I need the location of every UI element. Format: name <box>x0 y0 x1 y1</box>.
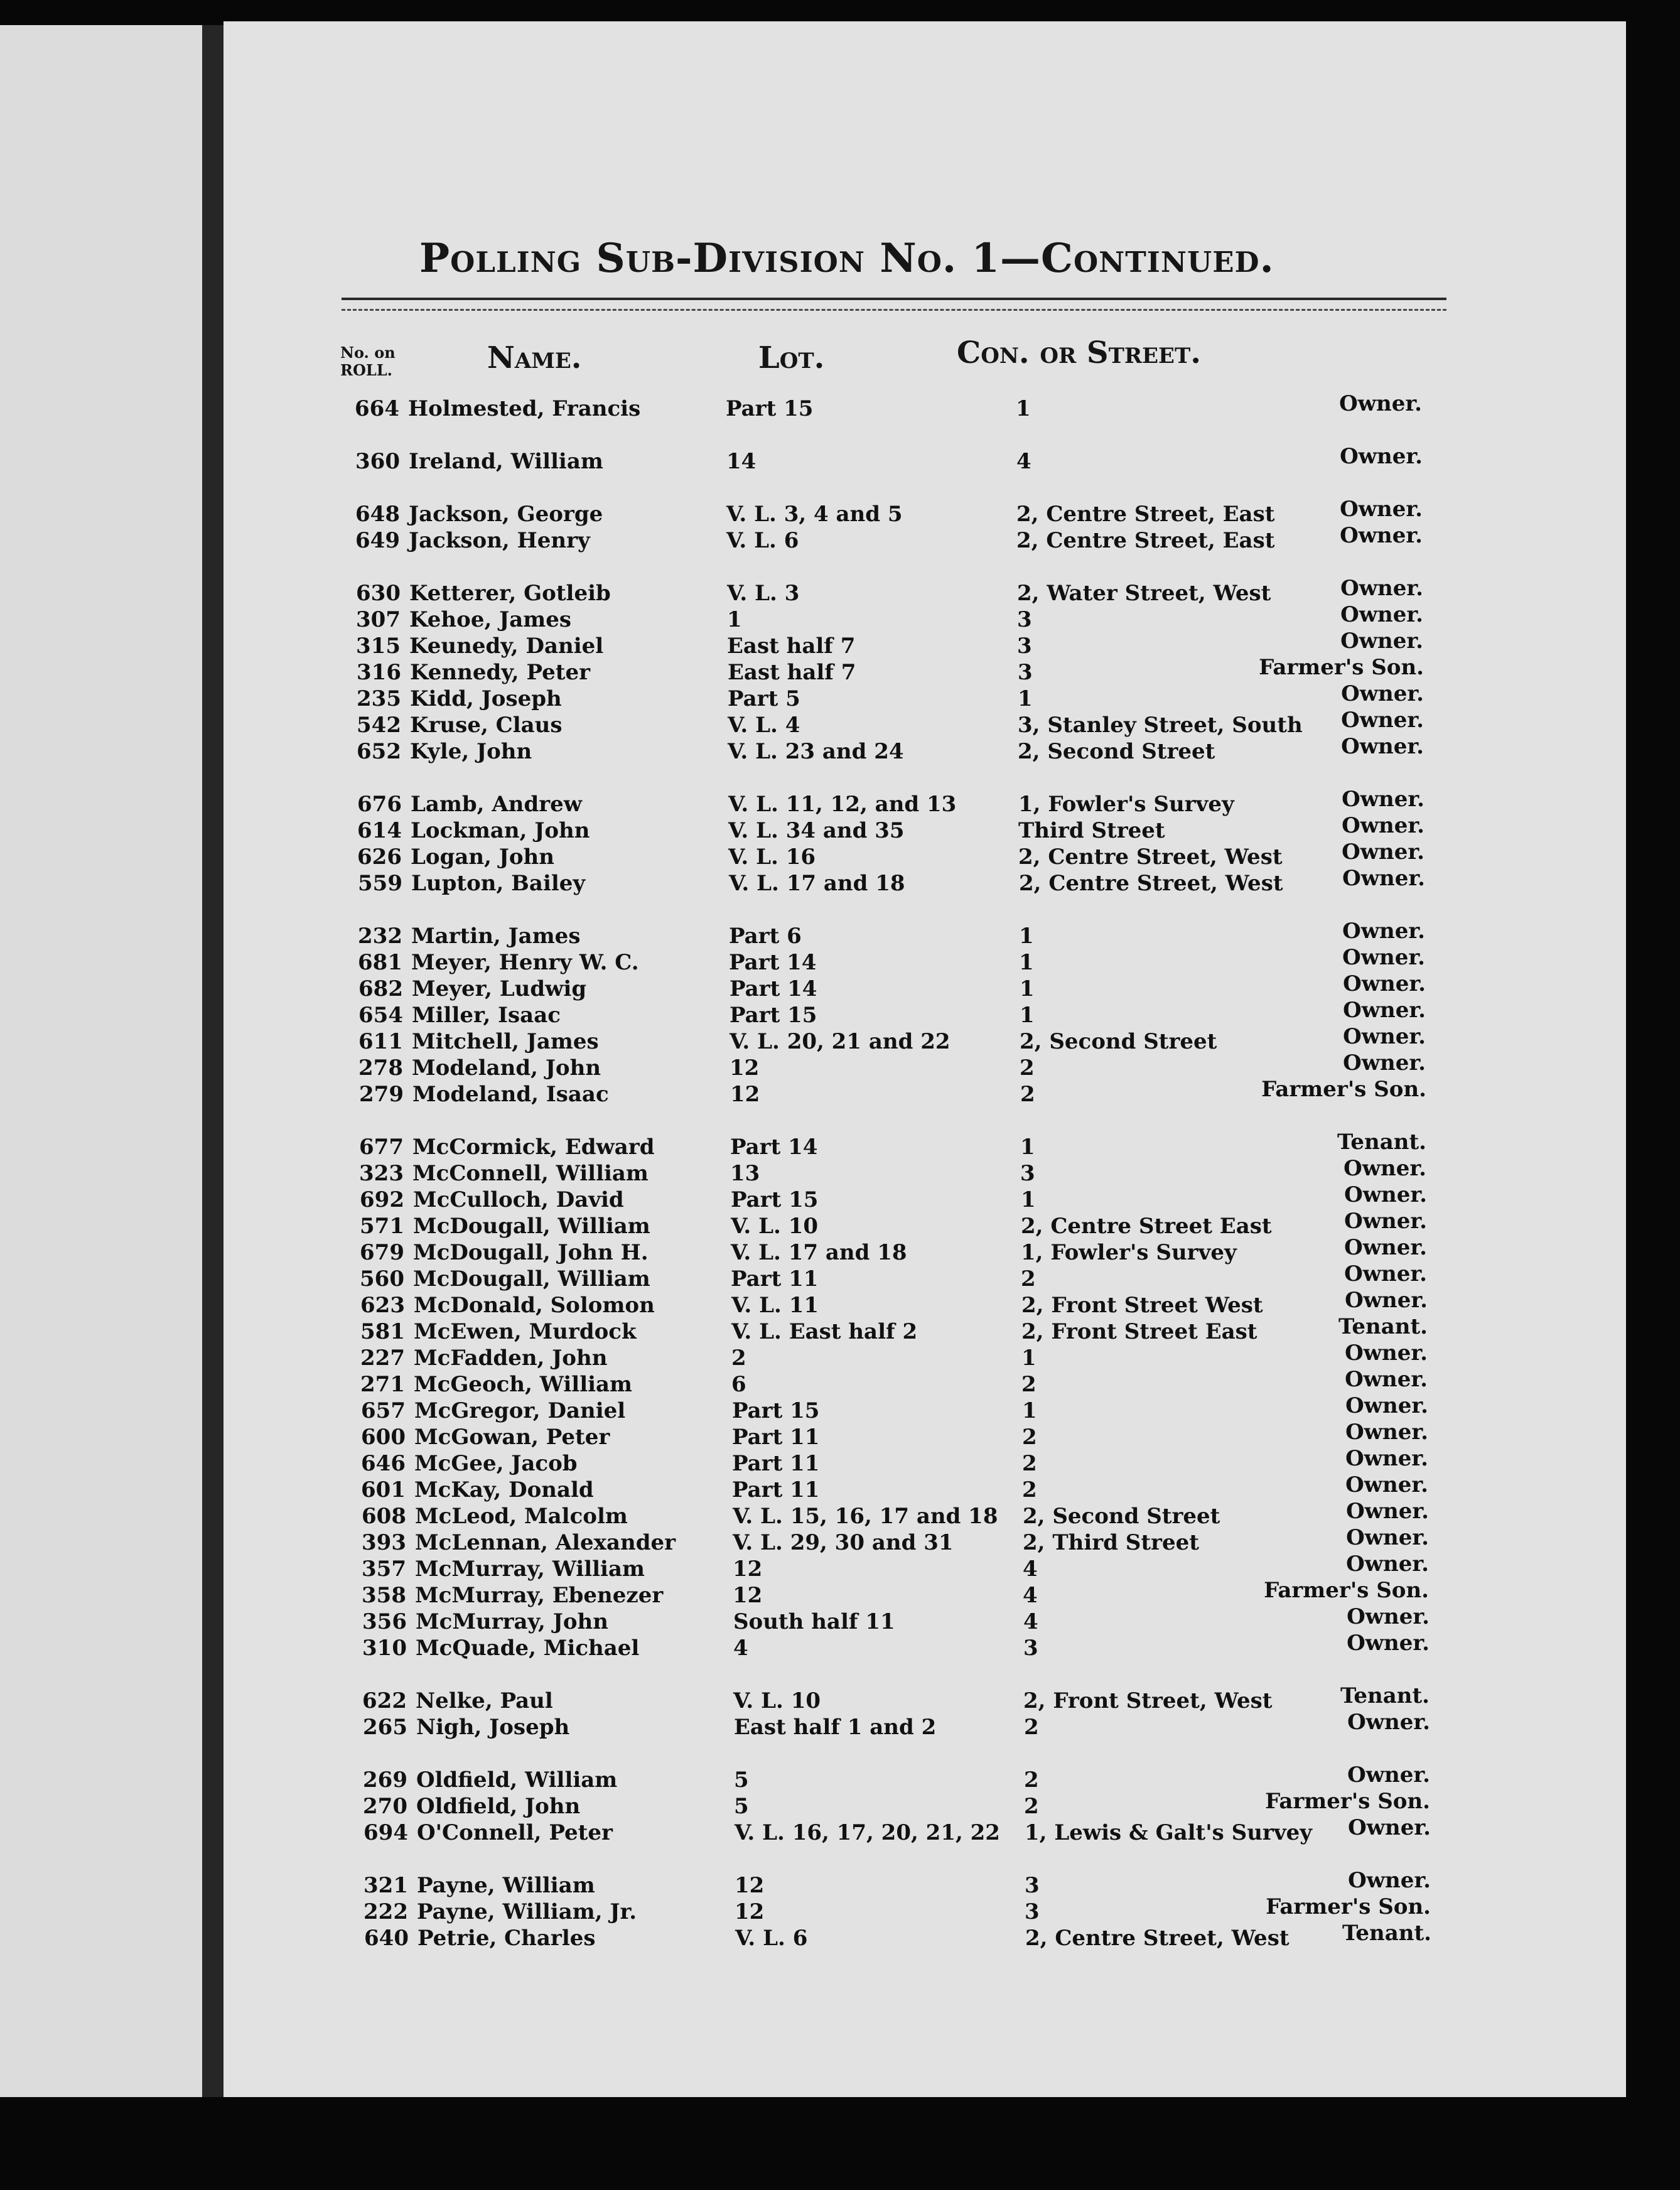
concession-or-street: 1 <box>1020 1135 1035 1160</box>
lot: V. L. 6 <box>726 528 799 553</box>
voter-status: Owner. <box>1345 1367 1428 1392</box>
concession-or-street: 2 <box>1021 1372 1037 1397</box>
roll-number: 321 <box>363 1873 408 1898</box>
voter-status: Owner. <box>1342 813 1424 838</box>
lot: V. L. 15, 16, 17 and 18 <box>733 1504 998 1529</box>
lot: East half 7 <box>727 634 856 659</box>
voter-status: Owner. <box>1345 1340 1428 1366</box>
concession-or-street: 2, Front Street West <box>1021 1293 1263 1318</box>
column-header-lot: Lot. <box>758 340 825 375</box>
roll-number: 357 <box>362 1556 406 1582</box>
roll-number: 626 <box>357 844 402 870</box>
voter-name: Miller, Isaac <box>412 1003 561 1028</box>
voter-status: Owner. <box>1341 708 1424 733</box>
voter-name: McKay, Donald <box>414 1477 594 1502</box>
voter-status: Owner. <box>1346 1551 1429 1577</box>
concession-or-street: 2 <box>1022 1451 1037 1476</box>
concession-or-street: 3 <box>1025 1899 1040 1924</box>
concession-or-street: 3, Stanley Street, South <box>1018 713 1303 738</box>
concession-or-street: 4 <box>1023 1556 1038 1582</box>
concession-or-street: 4 <box>1016 449 1031 474</box>
voter-name: Meyer, Ludwig <box>412 976 587 1001</box>
roll-number: 614 <box>357 818 402 843</box>
roll-number: 649 <box>355 528 400 553</box>
header-rule <box>342 298 1446 311</box>
voter-name: Lamb, Andrew <box>411 792 583 817</box>
voter-status: Owner. <box>1340 628 1423 654</box>
roll-number: 232 <box>358 924 402 949</box>
concession-or-street: 1 <box>1020 1003 1035 1028</box>
roll-number: 676 <box>357 792 402 817</box>
voter-status: Owner. <box>1347 1604 1430 1629</box>
voter-name: McLeod, Malcolm <box>415 1504 628 1529</box>
roll-number: 677 <box>359 1135 404 1160</box>
voter-name: Petrie, Charles <box>417 1926 596 1951</box>
voter-status: Owner. <box>1345 1420 1428 1445</box>
voter-name: Kyle, John <box>410 739 532 764</box>
voter-status: Owner. <box>1343 1050 1426 1076</box>
voter-status: Owner. <box>1340 523 1423 548</box>
lot: V. L. 29, 30 and 31 <box>733 1530 954 1555</box>
concession-or-street: 4 <box>1023 1609 1038 1634</box>
lot: V. L. 17 and 18 <box>731 1240 907 1265</box>
roll-number: 310 <box>362 1636 407 1661</box>
roll-number: 600 <box>361 1425 406 1450</box>
lot: V. L. East half 2 <box>731 1319 918 1344</box>
roll-number: 265 <box>363 1715 407 1740</box>
concession-or-street: 1 <box>1016 396 1031 421</box>
voter-name: Lockman, John <box>411 818 590 843</box>
lot: 12 <box>730 1055 760 1081</box>
voter-status: Owner. <box>1344 1235 1427 1260</box>
concession-or-street: 1 <box>1021 1346 1037 1371</box>
voter-status: Owner. <box>1342 919 1425 944</box>
roll-number: 222 <box>363 1899 408 1924</box>
lot: V. L. 6 <box>735 1926 808 1951</box>
roll-number: 581 <box>360 1319 405 1344</box>
roll-number: 278 <box>358 1055 403 1081</box>
lot: V. L. 10 <box>731 1214 819 1239</box>
lot: V. L. 3 <box>727 581 800 606</box>
lot: V. L. 16 <box>728 844 816 870</box>
voter-name: Ireland, William <box>409 449 603 474</box>
roll-number: 560 <box>360 1266 404 1292</box>
roll-number: 646 <box>361 1451 406 1476</box>
roll-number: 393 <box>362 1530 406 1555</box>
voter-status: Owner. <box>1342 866 1425 891</box>
concession-or-street: 3 <box>1025 1873 1040 1898</box>
lot: V. L. 10 <box>733 1688 821 1713</box>
roll-number: 682 <box>358 976 403 1001</box>
lot: East half 1 and 2 <box>734 1715 937 1740</box>
roll-number: 601 <box>361 1477 406 1502</box>
concession-or-street: 2, Third Street <box>1023 1530 1199 1555</box>
lot: 2 <box>731 1346 746 1371</box>
table-row <box>223 444 1626 475</box>
concession-or-street: 2, Water Street, West <box>1017 581 1271 606</box>
roll-number: 323 <box>359 1161 404 1186</box>
lot: Part 11 <box>732 1425 820 1450</box>
voter-name: McDonald, Solomon <box>414 1293 655 1318</box>
concession-or-street: 2, Centre Street, East <box>1016 502 1275 527</box>
roll-number: 269 <box>363 1767 407 1793</box>
column-header-name: Name. <box>487 340 582 375</box>
concession-or-street: 3 <box>1017 634 1032 659</box>
lot: Part 14 <box>730 1135 818 1160</box>
previous-page-edge <box>0 25 202 2097</box>
concession-or-street: 2 <box>1024 1715 1039 1740</box>
concession-or-street: 2, Centre Street, East <box>1016 528 1275 553</box>
voter-name: Jackson, George <box>409 502 603 527</box>
voter-status: Owner. <box>1343 1156 1426 1181</box>
voter-name: Oldfield, John <box>416 1794 581 1819</box>
concession-or-street: 2, Centre Street, West <box>1019 871 1283 896</box>
roll-number: 571 <box>360 1214 404 1239</box>
voter-status: Owner. <box>1343 971 1426 996</box>
voter-name: McDougall, William <box>413 1266 650 1292</box>
roll-number: 630 <box>356 581 401 606</box>
table-row <box>223 1077 1626 1108</box>
concession-or-street: 1, Fowler's Survey <box>1018 792 1234 817</box>
concession-or-street: 2 <box>1020 1055 1035 1081</box>
voter-name: Modeland, John <box>412 1055 601 1081</box>
voter-status: Owner. <box>1347 1762 1430 1788</box>
lot: V. L. 23 and 24 <box>728 739 904 764</box>
lot: 12 <box>733 1556 763 1582</box>
lot: 12 <box>730 1082 760 1107</box>
concession-or-street: 2 <box>1021 1266 1036 1292</box>
voter-status: Farmer's Son. <box>1261 1077 1426 1102</box>
concession-or-street: 2, Centre Street, West <box>1018 844 1283 870</box>
voter-status: Tenant. <box>1340 1683 1430 1708</box>
roll-number: 608 <box>362 1504 406 1529</box>
voter-status: Owner. <box>1344 1209 1427 1234</box>
lot: East half 7 <box>728 660 856 685</box>
roll-number: 640 <box>364 1926 409 1951</box>
voter-name: McMurray, William <box>415 1556 645 1582</box>
roll-number: 652 <box>357 739 401 764</box>
voter-name: Nigh, Joseph <box>416 1715 570 1740</box>
voter-status: Owner. <box>1339 391 1422 416</box>
concession-or-street: 1 <box>1020 976 1035 1001</box>
roll-number: 654 <box>358 1003 403 1028</box>
concession-or-street: 2 <box>1020 1082 1035 1107</box>
voter-status: Owner. <box>1341 681 1424 706</box>
lot: Part 6 <box>729 924 802 949</box>
concession-or-street: 2 <box>1022 1477 1037 1502</box>
concession-or-street: 2, Centre Street, West <box>1025 1926 1290 1951</box>
voter-status: Tenant. <box>1337 1130 1426 1155</box>
voter-status: Owner. <box>1348 1815 1431 1840</box>
voter-status: Farmer's Son. <box>1259 655 1424 680</box>
voter-status: Owner. <box>1347 1631 1430 1656</box>
lot: V. L. 16, 17, 20, 21, 22 <box>735 1820 1000 1845</box>
concession-or-street: 1 <box>1021 1187 1036 1212</box>
voter-name: McDougall, William <box>413 1214 650 1239</box>
concession-or-street: 2, Front Street, West <box>1023 1688 1273 1713</box>
concession-or-street: 1, Fowler's Survey <box>1021 1240 1237 1265</box>
lot: 12 <box>733 1583 763 1608</box>
voter-name: McCormick, Edward <box>412 1135 655 1160</box>
voter-name: Holmested, Francis <box>408 396 641 421</box>
voter-status: Owner. <box>1342 787 1424 812</box>
voter-name: McMurray, Ebenezer <box>415 1583 664 1608</box>
concession-or-street: 2, Second Street <box>1018 739 1215 764</box>
table-row <box>223 1921 1626 1951</box>
voter-status: Owner. <box>1340 602 1423 627</box>
roll-number: 360 <box>355 449 400 474</box>
table-row <box>223 866 1626 897</box>
voter-name: Kennedy, Peter <box>410 660 590 685</box>
lot: 12 <box>735 1873 765 1898</box>
roll-number: 694 <box>363 1820 408 1845</box>
roll-number: 559 <box>358 871 402 896</box>
voter-name: Jackson, Henry <box>409 528 590 553</box>
concession-or-street: 1 <box>1019 924 1034 949</box>
lot: V. L. 17 and 18 <box>729 871 905 896</box>
roll-number: 279 <box>359 1082 404 1107</box>
voter-status: Owner. <box>1340 576 1423 601</box>
concession-or-street: 2 <box>1024 1767 1039 1793</box>
roll-number: 664 <box>355 396 399 421</box>
voter-status: Farmer's Son. <box>1265 1789 1430 1814</box>
voter-name: McConnell, William <box>412 1161 649 1186</box>
roll-number: 271 <box>360 1372 405 1397</box>
voter-name: McGeoch, William <box>414 1372 633 1397</box>
table-row <box>223 1631 1626 1661</box>
table-row <box>223 391 1626 422</box>
voter-status: Tenant. <box>1342 1921 1431 1946</box>
voter-status: Owner. <box>1347 1710 1430 1735</box>
voter-status: Owner. <box>1340 497 1423 522</box>
roll-number: 681 <box>358 950 402 975</box>
roll-number: 679 <box>360 1240 404 1265</box>
lot: V. L. 3, 4 and 5 <box>726 502 903 527</box>
lot: Part 15 <box>730 1003 817 1028</box>
concession-or-street: 1, Lewis & Galt's Survey <box>1025 1820 1312 1845</box>
lot: Part 15 <box>726 396 814 421</box>
lot: 5 <box>734 1794 749 1819</box>
roll-number: 316 <box>357 660 401 685</box>
voter-status: Owner. <box>1345 1393 1428 1418</box>
voter-status: Owner. <box>1343 998 1426 1023</box>
voter-status: Owner. <box>1345 1446 1428 1471</box>
concession-or-street: 2, Second Street <box>1020 1029 1217 1054</box>
voter-name: Lupton, Bailey <box>411 871 586 896</box>
voter-status: Owner. <box>1346 1525 1429 1550</box>
lot: 4 <box>733 1636 748 1661</box>
concession-or-street: 3 <box>1017 607 1032 632</box>
voter-status: Owner. <box>1343 1024 1426 1049</box>
voter-name: McEwen, Murdock <box>414 1319 637 1344</box>
table-row <box>223 1815 1626 1846</box>
roll-number: 358 <box>362 1583 406 1608</box>
voter-name: Payne, William <box>417 1873 595 1898</box>
concession-or-street: 2 <box>1022 1425 1037 1450</box>
voter-name: Meyer, Henry W. C. <box>411 950 639 975</box>
lot: V. L. 11 <box>731 1293 819 1318</box>
roll-number: 235 <box>357 686 401 711</box>
roll-number: 611 <box>358 1029 403 1054</box>
voter-name: Modeland, Isaac <box>412 1082 609 1107</box>
voter-name: McLennan, Alexander <box>415 1530 676 1555</box>
concession-or-street: 3 <box>1023 1636 1038 1661</box>
lot: Part 11 <box>732 1451 820 1476</box>
roll-number: 315 <box>356 634 401 659</box>
voter-name: Kehoe, James <box>409 607 572 632</box>
lot: 1 <box>727 607 742 632</box>
table-row <box>223 1710 1626 1740</box>
table-row <box>223 523 1626 554</box>
roll-number: 307 <box>356 607 401 632</box>
lot: Part 5 <box>728 686 800 711</box>
roll-number: 622 <box>362 1688 407 1713</box>
voter-name: Logan, John <box>411 844 554 870</box>
voter-status: Owner. <box>1342 945 1425 970</box>
concession-or-street: 1 <box>1019 950 1034 975</box>
lot: 14 <box>726 449 757 474</box>
roll-number: 227 <box>360 1346 405 1371</box>
table-row <box>223 734 1626 765</box>
column-header-no-on-roll: No. on ROLL. <box>340 343 396 379</box>
page-title: Polling Sub-Division No. 1—Continued. <box>419 235 1274 282</box>
lot: V. L. 11, 12, and 13 <box>728 792 957 817</box>
voter-name: McQuade, Michael <box>416 1636 640 1661</box>
voter-name: Nelke, Paul <box>416 1688 553 1713</box>
roll-number: 542 <box>357 713 401 738</box>
voter-status: Farmer's Son. <box>1266 1894 1431 1919</box>
voter-name: McFadden, John <box>414 1346 608 1371</box>
lot: South half 11 <box>733 1609 895 1634</box>
column-header-con-or-street: Con. or Street. <box>957 335 1201 370</box>
roll-number: 692 <box>360 1187 404 1212</box>
concession-or-street: 1 <box>1018 686 1033 711</box>
lot: 13 <box>730 1161 760 1186</box>
lot: V. L. 4 <box>728 713 800 738</box>
concession-or-street: 2, Second Street <box>1023 1504 1220 1529</box>
voter-name: McGregor, Daniel <box>414 1398 626 1423</box>
roll-number: 657 <box>361 1398 406 1423</box>
binding-gutter <box>202 25 223 2097</box>
voter-status: Owner. <box>1344 1182 1427 1207</box>
voter-name: Mitchell, James <box>412 1029 599 1054</box>
concession-or-street: 3 <box>1018 660 1033 685</box>
voter-name: Oldfield, William <box>416 1767 618 1793</box>
voter-status: Owner. <box>1344 1261 1427 1286</box>
lot: Part 15 <box>731 1187 819 1212</box>
lot: Part 15 <box>732 1398 820 1423</box>
voter-name: Martin, James <box>411 924 581 949</box>
lot: Part 14 <box>730 976 817 1001</box>
lot: V. L. 34 and 35 <box>728 818 905 843</box>
voter-status: Owner. <box>1341 734 1424 759</box>
voter-status: Owner. <box>1340 444 1423 469</box>
roll-number: 648 <box>355 502 400 527</box>
voter-status: Owner. <box>1346 1499 1429 1524</box>
roll-number: 623 <box>360 1293 405 1318</box>
lot: 6 <box>731 1372 746 1397</box>
voter-name: Kruse, Claus <box>410 713 563 738</box>
voter-name: McGowan, Peter <box>414 1425 610 1450</box>
voter-status: Owner. <box>1345 1472 1428 1497</box>
voter-name: O'Connell, Peter <box>417 1820 613 1845</box>
voter-status: Owner. <box>1342 839 1424 865</box>
lot: 12 <box>735 1899 765 1924</box>
voter-status: Farmer's Son. <box>1264 1578 1429 1603</box>
voter-name: McMurray, John <box>416 1609 608 1634</box>
concession-or-street: 4 <box>1023 1583 1038 1608</box>
voter-status: Owner. <box>1348 1868 1431 1893</box>
lot: Part 14 <box>729 950 817 975</box>
concession-or-street: 1 <box>1022 1398 1037 1423</box>
concession-or-street: Third Street <box>1018 818 1165 843</box>
lot: Part 11 <box>731 1266 819 1292</box>
roll-number: 270 <box>363 1794 407 1819</box>
voter-name: Payne, William, Jr. <box>417 1899 637 1924</box>
voter-name: Keunedy, Daniel <box>409 634 604 659</box>
lot: Part 11 <box>732 1477 820 1502</box>
voter-name: McGee, Jacob <box>414 1451 578 1476</box>
voter-status: Tenant. <box>1338 1314 1428 1339</box>
voter-name: Ketterer, Gotleib <box>409 581 611 606</box>
lot: V. L. 20, 21 and 22 <box>730 1029 950 1054</box>
concession-or-street: 2, Front Street East <box>1021 1319 1257 1344</box>
concession-or-street: 3 <box>1020 1161 1035 1186</box>
document-page <box>223 21 1626 2097</box>
voter-name: McCulloch, David <box>413 1187 624 1212</box>
concession-or-street: 2 <box>1024 1794 1039 1819</box>
lot: 5 <box>734 1767 749 1793</box>
roll-number: 356 <box>362 1609 407 1634</box>
page-header <box>419 210 1625 291</box>
voter-status: Owner. <box>1345 1288 1428 1313</box>
voter-name: Kidd, Joseph <box>410 686 562 711</box>
concession-or-street: 2, Centre Street East <box>1021 1214 1272 1239</box>
voter-name: McDougall, John H. <box>413 1240 649 1265</box>
